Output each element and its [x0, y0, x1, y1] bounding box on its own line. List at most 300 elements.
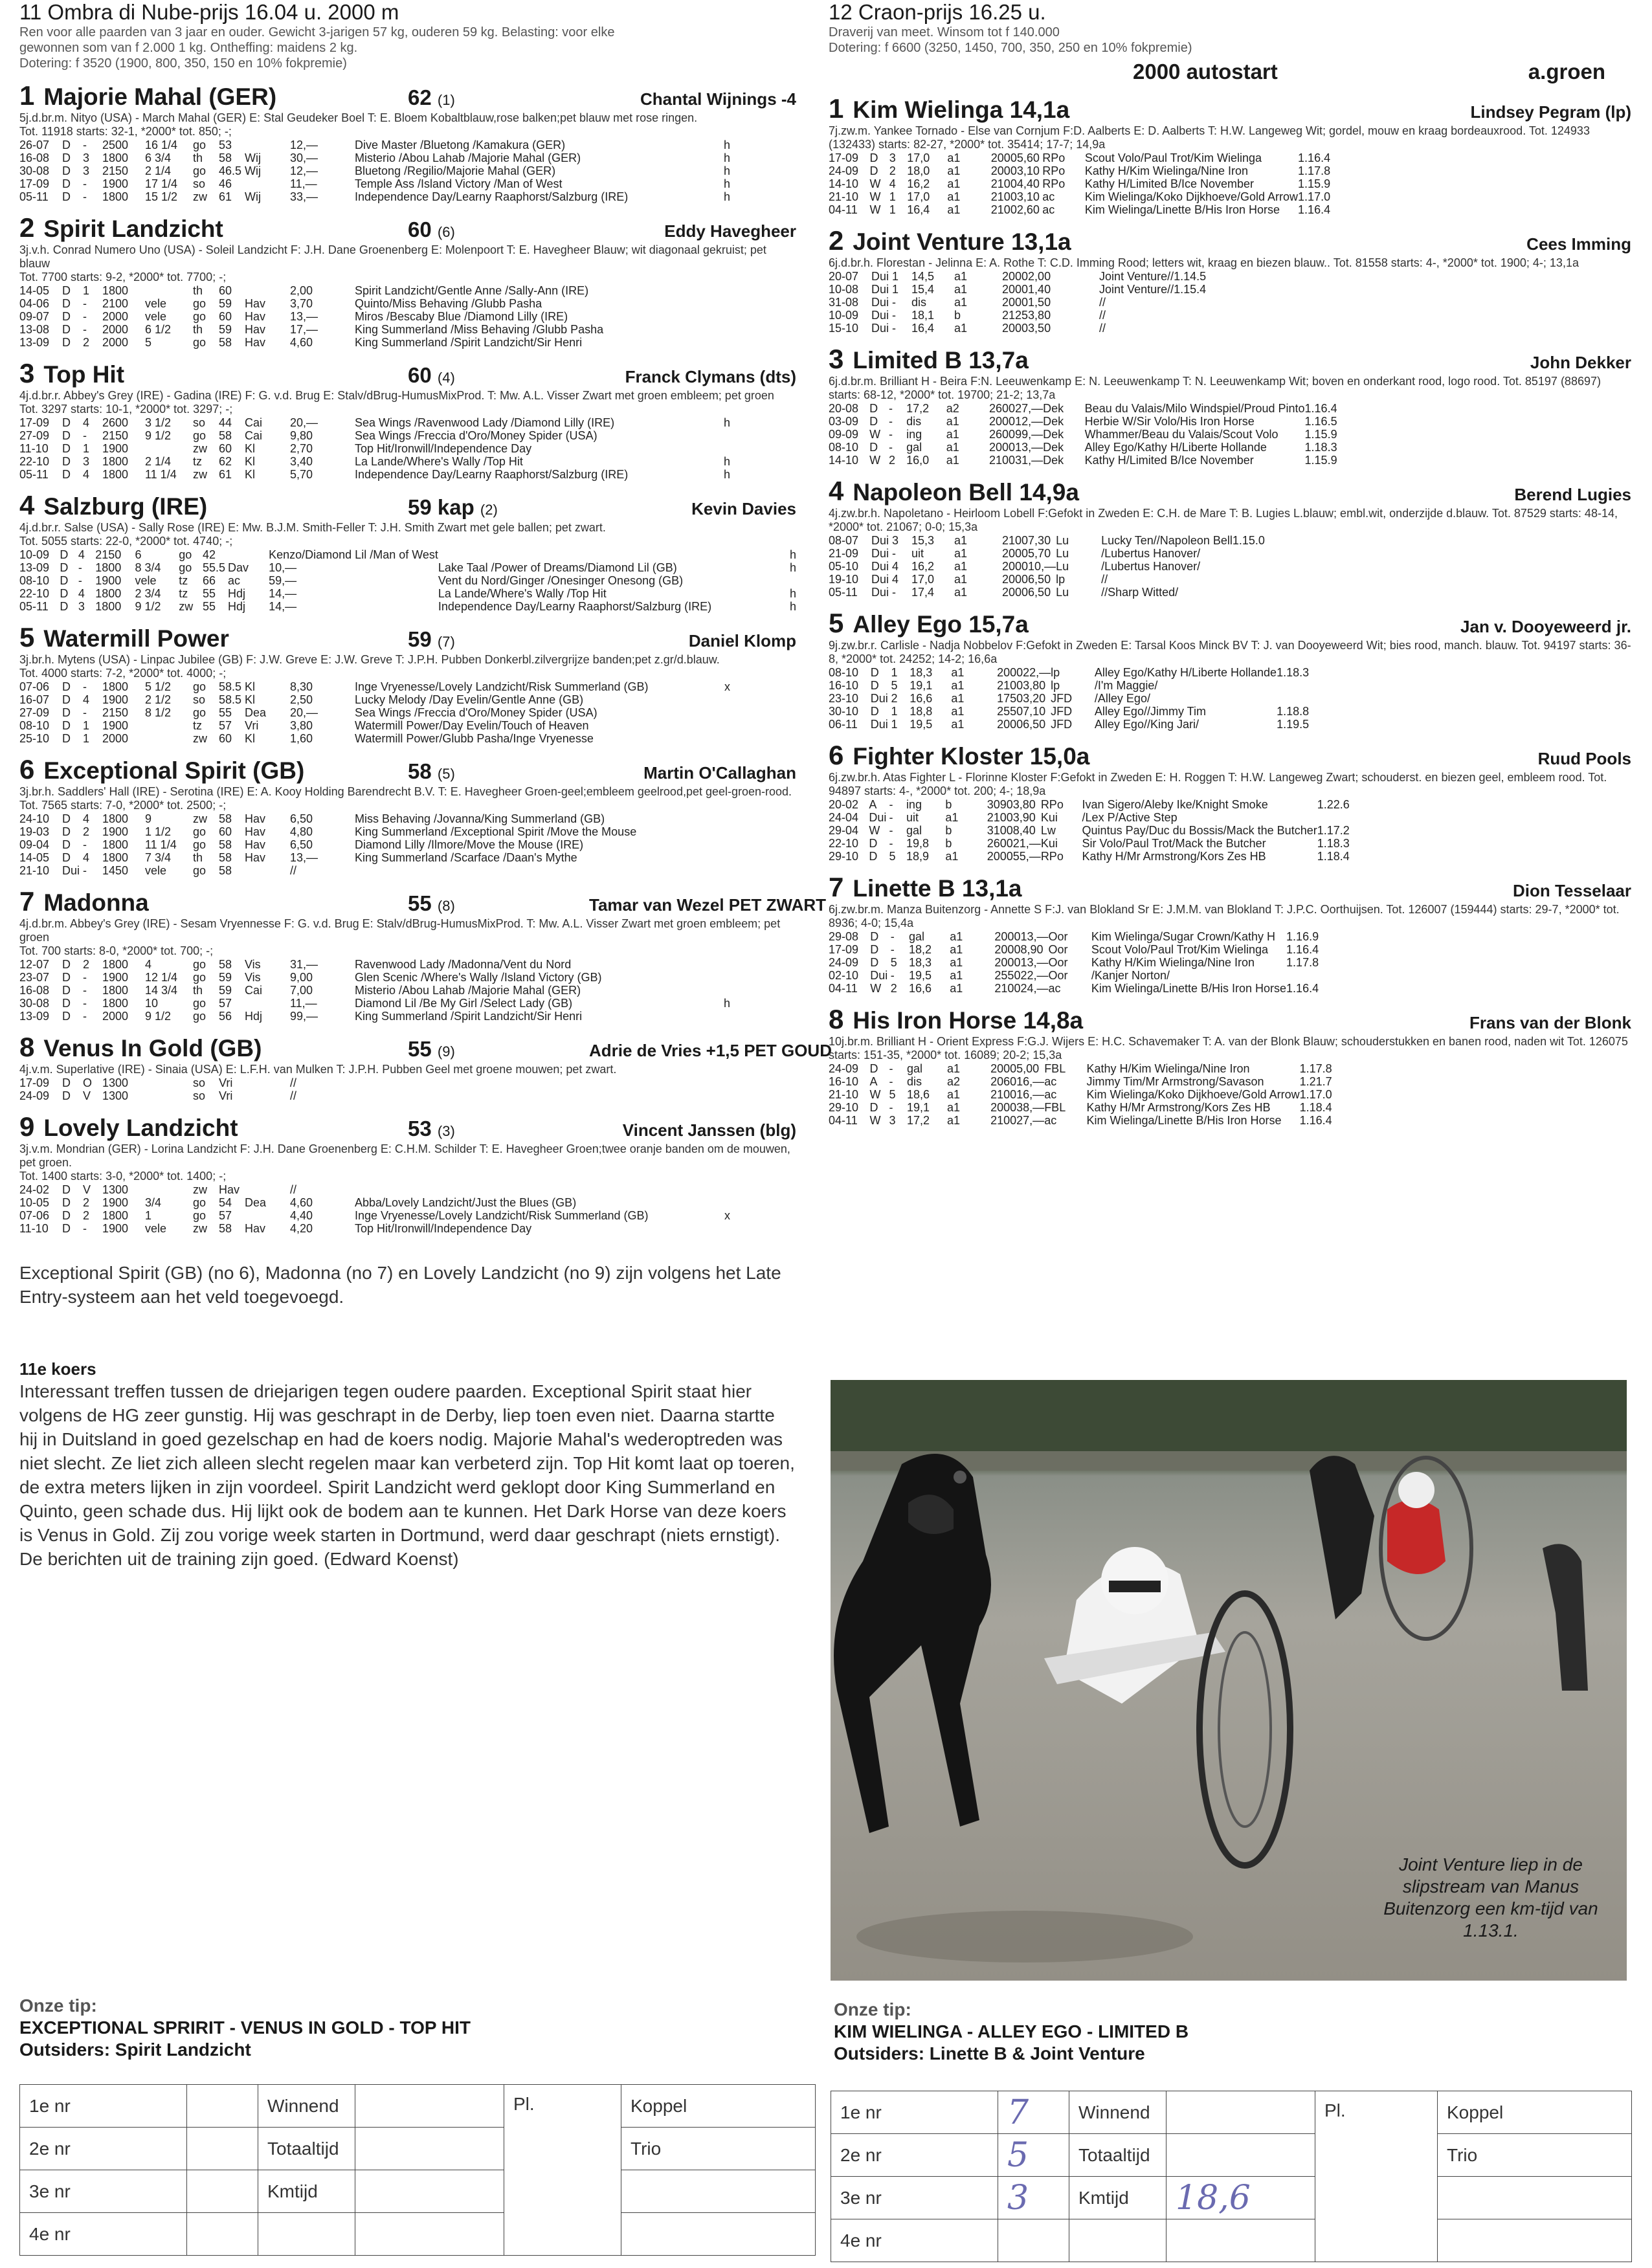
draw-position: (3)	[437, 1123, 455, 1139]
bet-position-entry[interactable]	[187, 2128, 258, 2170]
weight-cell	[408, 891, 589, 916]
result-cell	[704, 971, 730, 984]
result-cell: a1	[950, 930, 963, 943]
result-cell: 24-04	[829, 811, 859, 824]
result-cell: Oor	[1048, 943, 1068, 956]
result-cell: -	[83, 971, 87, 984]
result-cell: Kenzo/Diamond Lil /Man of West	[269, 548, 438, 561]
result-row	[829, 560, 1608, 573]
result-cell: go	[193, 838, 206, 851]
result-cell: D	[870, 679, 879, 692]
start-number: 5	[829, 608, 844, 638]
bet-type-entry[interactable]	[355, 2128, 504, 2170]
horse-name-cell	[829, 1004, 1334, 1035]
result-cell: 24-10	[19, 812, 50, 825]
result-cell: 57	[219, 997, 232, 1010]
bet-position-entry[interactable]	[187, 2085, 258, 2128]
result-cell: 60	[219, 284, 232, 297]
result-cell: Top Hit/Ironwill/Independence Day	[355, 1222, 532, 1235]
form-results-table	[19, 416, 730, 481]
result-cell: a1	[954, 296, 968, 309]
result-cell	[245, 284, 290, 297]
result-row	[829, 164, 1631, 177]
result-cell: 2	[83, 1209, 90, 1222]
result-cell	[245, 139, 290, 151]
result-cell: W	[869, 190, 881, 203]
bet-form-row	[20, 2085, 816, 2128]
result-cell: 1.16.9	[1286, 930, 1319, 943]
bet-extra-entry[interactable]	[1438, 2219, 1632, 2262]
result-cell: 58	[219, 851, 232, 864]
result-cell: 1900	[102, 442, 129, 455]
result-cell: 1	[891, 718, 898, 731]
result-cell: 10-08	[829, 283, 859, 296]
result-cell: 9 1/2	[145, 1010, 172, 1023]
race-info-line: Dotering: f 6600 (3250, 1450, 700, 350, 250 en 10% fokpremie)	[829, 41, 1192, 55]
result-cell	[355, 864, 704, 877]
result-cell: Quintus Pay/Duc du Bossis/Mack the Butcher	[1082, 824, 1317, 837]
result-row	[19, 851, 730, 864]
form-results-table	[829, 151, 1631, 216]
result-cell: 15-10	[829, 322, 859, 335]
result-cell: 66	[202, 574, 216, 587]
result-cell: 11,—	[290, 177, 317, 190]
result-cell: Vri	[245, 719, 259, 732]
result-cell: 31,—	[1015, 454, 1044, 467]
bet-position-label: 4e nr	[831, 2219, 998, 2262]
result-cell: a1	[947, 164, 961, 177]
result-cell: 16-08	[19, 151, 50, 164]
result-cell: 31-08	[829, 296, 859, 309]
result-cell: 1800	[102, 851, 129, 864]
result-cell: 02-10	[829, 969, 859, 982]
result-cell: -	[78, 561, 82, 574]
result-cell: 4	[78, 548, 85, 561]
result-cell: 05-11	[19, 190, 49, 203]
result-cell: 16,—	[1016, 1075, 1045, 1088]
result-cell	[704, 825, 730, 838]
horse-name-cell	[19, 886, 408, 917]
result-cell: 6 3/4	[145, 151, 172, 164]
horse-name-cell	[829, 344, 1334, 375]
bet-type-entry[interactable]	[1166, 2091, 1315, 2134]
race-11-title: 11 Ombra di Nube-prijs 16.04 u. 2000 m	[19, 0, 399, 24]
result-cell: 1	[145, 1209, 152, 1222]
horse-entry	[19, 212, 796, 349]
result-cell: go	[179, 561, 192, 574]
result-cell: so	[193, 177, 206, 190]
jockey-name: Martin O'Callaghan	[643, 763, 796, 783]
entry-header	[829, 476, 1631, 507]
result-cell: 2,50	[290, 693, 313, 706]
result-cell: 2000	[990, 1101, 1017, 1114]
result-cell: 3,80	[290, 719, 313, 732]
result-cell: D	[62, 706, 71, 719]
bet-extra-entry[interactable]	[621, 2170, 816, 2213]
result-cell: 2100	[990, 190, 1017, 203]
result-cell: 5,70	[290, 468, 313, 481]
result-cell: a1	[951, 666, 965, 679]
result-cell: 2100	[997, 679, 1023, 692]
result-cell: 3	[83, 455, 90, 468]
result-cell: a1	[947, 1062, 961, 1075]
result-cell	[704, 1076, 730, 1089]
result-cell: D	[869, 151, 878, 164]
result-row	[829, 573, 1608, 586]
result-cell	[145, 1076, 193, 1089]
result-row	[829, 811, 1631, 824]
result-cell: 12 1/4	[145, 971, 178, 984]
result-cell: 1	[889, 203, 896, 216]
handwritten-number: 5	[1007, 2135, 1029, 2175]
start-number: 4	[19, 490, 35, 520]
horse-name-cell	[19, 80, 408, 111]
result-cell	[704, 284, 730, 297]
result-cell: 8,30	[290, 680, 313, 693]
jockey-name: Lindsey Pegram (lp)	[1470, 102, 1631, 122]
result-cell: 3 1/2	[145, 416, 172, 429]
result-cell	[145, 442, 193, 455]
bet-form-row	[831, 2091, 1632, 2134]
result-cell: Kim Wielinga/Koko Dijkhoeve/Gold Arrow	[1086, 1088, 1300, 1101]
result-cell: Dui	[870, 718, 888, 731]
bet-position-entry[interactable]	[998, 2177, 1069, 2219]
bet-type-entry[interactable]	[1166, 2219, 1315, 2262]
result-cell: Kim Wielinga/Koko Dijkhoeve/Gold Arrow	[1084, 190, 1299, 203]
horse-entry	[19, 490, 796, 613]
result-row	[829, 943, 1631, 956]
result-cell: 1.16.4	[1304, 402, 1337, 415]
result-cell: 4,80	[290, 825, 313, 838]
result-cell: 38,—	[1016, 1101, 1045, 1114]
race-11-column	[19, 0, 832, 1571]
result-cell	[774, 574, 796, 587]
result-row	[829, 666, 1631, 679]
weight-cell	[408, 85, 589, 110]
result-cell: Hdj	[228, 587, 246, 600]
result-cell: zw	[193, 812, 207, 825]
result-cell: Scout Volo/Paul Trot/Kim Wielinga	[1084, 151, 1262, 164]
result-cell: //	[1101, 573, 1108, 586]
result-cell: 5	[889, 1088, 896, 1101]
result-cell	[145, 1183, 193, 1196]
result-row	[19, 284, 730, 297]
result-cell: D	[869, 1062, 878, 1075]
result-cell	[704, 442, 730, 455]
result-cell: 5	[145, 336, 152, 349]
result-cell: King Summerland /Exceptional Spirit /Move the Mouse	[355, 825, 637, 838]
result-cell: go	[193, 1209, 206, 1222]
jockey-name: Chantal Wijnings -4	[640, 89, 796, 109]
result-cell: 3,70	[290, 297, 313, 310]
result-cell: 2 3/4	[135, 587, 161, 600]
bet-position-entry[interactable]	[187, 2213, 258, 2256]
entry-header	[19, 1111, 796, 1142]
result-cell: 1	[892, 283, 899, 296]
result-cell: 23-07	[19, 971, 50, 984]
result-cell: 58	[219, 151, 232, 164]
bet-position-entry[interactable]	[998, 2091, 1069, 2134]
result-cell: 1.17.8	[1286, 956, 1319, 969]
result-cell: go	[193, 958, 206, 971]
horse-name: Madonna	[43, 889, 149, 916]
career-totals: Tot. 5055 starts: 22-0, *2000* tot. 4740; -;	[19, 535, 233, 548]
result-cell: -	[889, 402, 893, 415]
horse-weight: 55	[408, 1037, 432, 1061]
result-row	[19, 732, 730, 745]
jockey-name: Vincent Janssen (blg)	[622, 1120, 796, 1140]
result-cell: 2060	[990, 1075, 1017, 1088]
bet-position-label: 4e nr	[20, 2213, 187, 2256]
race-12-column	[829, 0, 1631, 1127]
race-12-tip	[834, 1999, 1189, 2065]
result-cell: th	[193, 851, 203, 864]
result-cell: -	[892, 322, 896, 335]
result-cell: 07-06	[19, 680, 50, 693]
result-cell: a1	[954, 534, 968, 547]
bet-type-entry[interactable]	[355, 2213, 504, 2256]
result-cell: Hav	[245, 323, 266, 336]
result-cell: D	[62, 151, 71, 164]
entry-header	[829, 608, 1631, 639]
result-cell: Ivan Sigero/Aleby Ike/Knight Smoke	[1082, 798, 1268, 811]
result-cell: RPo	[1040, 798, 1064, 811]
result-cell: h	[723, 468, 730, 481]
entry-header	[19, 754, 796, 785]
bet-position-entry[interactable]	[187, 2170, 258, 2213]
result-cell: Watermill Power/Day Evelin/Touch of Heaven	[355, 719, 589, 732]
result-cell: go	[193, 310, 206, 323]
result-row	[829, 692, 1631, 705]
bet-type-entry[interactable]	[355, 2170, 504, 2213]
result-cell: D	[869, 1101, 878, 1114]
result-row	[19, 719, 730, 732]
result-cell: 18,9	[906, 850, 929, 863]
result-row	[829, 850, 1631, 863]
jockey-name: Dion Tesselaar	[1512, 881, 1631, 900]
result-row	[829, 283, 1549, 296]
result-cell	[1317, 811, 1631, 824]
result-cell	[1054, 296, 1099, 309]
result-cell: 1300	[102, 1076, 129, 1089]
result-cell: 1800	[102, 984, 129, 997]
result-cell: D	[62, 719, 71, 732]
race-info-line: Dotering: f 3520 (1900, 800, 350, 150 en 10% fokpremie)	[19, 56, 347, 71]
result-cell: 25-10	[19, 732, 50, 745]
result-cell: 03-09	[829, 415, 859, 428]
result-cell: 24,—	[1020, 982, 1049, 995]
result-cell: 2	[83, 336, 90, 349]
result-cell: go	[193, 706, 206, 719]
result-cell: -	[889, 798, 893, 811]
start-number: 9	[19, 1111, 35, 1142]
pedigree-info: 4j.d.br.r. Abbey's Grey (IRE) - Gadina (IRE) F: G. v.d. Brug E: Stalv/dBrug-HumusMixProd. T: Mw. A.L. Visser Zwart met groen embleem; pet groen	[19, 389, 774, 402]
bet-position-label: 1e nr	[831, 2091, 998, 2134]
result-row	[19, 600, 796, 613]
result-cell: h	[789, 548, 796, 561]
horse-name: Limited B 13,7a	[853, 347, 1029, 373]
result-cell: ac	[1044, 1114, 1057, 1127]
result-cell: 1.16.5	[1304, 415, 1337, 428]
result-cell: 1450	[102, 864, 129, 877]
result-cell: 1800	[102, 1209, 129, 1222]
result-cell: 4	[892, 573, 899, 586]
result-cell: -	[83, 706, 87, 719]
result-cell: vele	[145, 310, 167, 323]
result-cell: 58	[219, 812, 232, 825]
pedigree-info: 3j.br.h. Mytens (USA) - Linpac Jubilee (GB) F: J.W. Greve E: J.W. Greve T: J.P.H. Pubben Donkerbl.zilvergrijze banden;pet z.gr/d.blauw.	[19, 653, 720, 666]
result-cell: zw	[193, 1183, 207, 1196]
result-cell	[704, 429, 730, 442]
result-cell: 4	[145, 958, 152, 971]
result-cell: 1.18.3	[1317, 837, 1350, 850]
harness-racing-photo	[831, 1380, 1627, 1981]
result-cell	[704, 984, 730, 997]
result-cell: 44	[219, 416, 232, 429]
result-cell	[1233, 586, 1608, 599]
result-cell: 14-05	[19, 851, 50, 864]
result-cell: tz	[179, 574, 188, 587]
result-cell: 2550	[997, 705, 1023, 718]
career-totals: Tot. 3297 starts: 10-1, *2000* tot. 3297; -;	[19, 403, 233, 416]
form-results-table	[19, 548, 796, 613]
horse-entry	[19, 1111, 796, 1235]
result-cell	[245, 1183, 290, 1196]
result-cell: 19,5	[910, 718, 933, 731]
jockey-name: Jan v. Dooyeweerd jr.	[1460, 617, 1631, 636]
bet-form-row	[831, 2134, 1632, 2177]
result-cell: 24-09	[829, 956, 859, 969]
preview-text: Interessant treffen tussen de driejarigen tegen oudere paarden. Exceptional Spirit staat hier volgens de HG zeer gunstig. Hij was geschrapt in de Derby, liep toen even niet. Daarna startte hij in Duitsland in goed gezelschap en had de koers nodig. Majorie Mahal's wederoptreden was niet slecht. Ze liet zich alleen slecht regelen maar kan verbeterd zijn. Top Hit komt laat op toeren, de extra meters lijken in zijn voordeel. Spirit Landzicht werd geklopt door King Summerland en Quinto, geen schade dus. Hij lijkt ook de bodem aan te kunnen. Het Dark Horse van deze koers is Venus in Gold. Zij zou vorige week starten in Dortmund, werd daar geschrapt (niets ernstigt). De berichten uit de training zijn goed. (Edward Koenst)	[19, 1381, 795, 1569]
result-cell: 1.21.7	[1299, 1075, 1332, 1088]
bet-position-label: 2e nr	[20, 2128, 187, 2170]
jockey-name: Tamar van Wezel PET ZWART	[589, 895, 827, 915]
result-cell: 30-08	[19, 997, 50, 1010]
result-cell: 2550	[994, 969, 1021, 982]
result-cell: 20,—	[290, 416, 318, 429]
result-cell	[704, 323, 730, 336]
draw-position: (2)	[480, 502, 498, 518]
result-row	[19, 1076, 730, 1089]
result-cell: dis	[906, 415, 922, 428]
result-cell: 6,50	[1028, 586, 1051, 599]
result-row	[829, 982, 1631, 995]
bet-type-entry[interactable]	[355, 2085, 504, 2128]
result-row	[829, 296, 1549, 309]
result-cell: Alley Ego/Kathy H/Liberte Hollande	[1084, 441, 1267, 454]
bet-type-entry[interactable]	[1166, 2134, 1315, 2177]
bet-form-row	[20, 2213, 816, 2256]
result-cell	[1277, 679, 1631, 692]
result-cell: //	[1099, 322, 1106, 335]
result-cell: D	[62, 958, 71, 971]
result-cell: 1.18.3	[1277, 666, 1310, 679]
result-cell: 3,10	[1016, 164, 1040, 177]
result-cell: so	[193, 1089, 206, 1102]
result-cell: h	[789, 600, 796, 613]
result-cell: 21-10	[829, 190, 859, 203]
result-cell: 22-10	[19, 587, 50, 600]
result-cell: 10	[145, 997, 159, 1010]
result-cell: 61	[219, 190, 232, 203]
result-cell: 22-10	[19, 455, 50, 468]
horse-name-cell	[19, 1111, 408, 1142]
result-cell: 14-05	[19, 284, 50, 297]
result-cell: th	[193, 984, 203, 997]
result-cell: 55	[202, 587, 216, 600]
result-cell: 58	[219, 336, 232, 349]
result-cell: 21,—	[1012, 837, 1041, 850]
result-cell: a1	[954, 322, 968, 335]
result-cell: 1900	[102, 825, 129, 838]
place-label: Pl.	[504, 2085, 621, 2256]
result-cell: tz	[193, 719, 203, 732]
result-cell: -	[890, 969, 895, 982]
result-cell: Dek	[1043, 454, 1064, 467]
weight-cell	[408, 759, 589, 784]
result-cell	[1054, 309, 1099, 322]
entry-header	[19, 358, 796, 389]
result-row	[19, 164, 730, 177]
result-cell: 2000	[1002, 547, 1029, 560]
result-cell: 23-10	[829, 692, 859, 705]
result-cell: Wij	[245, 164, 261, 177]
result-cell: Dui	[871, 322, 889, 335]
result-cell: Hav	[245, 310, 266, 323]
result-cell: zw	[193, 442, 207, 455]
result-cell: 57	[219, 719, 232, 732]
result-cell: 17,—	[290, 323, 318, 336]
bet-type-label	[1069, 2219, 1166, 2262]
result-cell: 9,00	[290, 971, 313, 984]
bet-position-entry[interactable]	[998, 2134, 1069, 2177]
result-cell: 8 3/4	[135, 561, 161, 574]
bet-type-entry[interactable]	[1166, 2177, 1315, 2219]
result-cell: RPo	[1042, 151, 1066, 164]
bet-extra-entry[interactable]	[621, 2213, 816, 2256]
result-cell: 58	[219, 864, 232, 877]
result-cell: Bluetong /Regilio/Majorie Mahal (GER)	[355, 164, 556, 177]
result-cell: 10,—	[269, 561, 297, 574]
result-cell: 27-09	[19, 706, 50, 719]
horse-name: Venus In Gold (GB)	[43, 1035, 262, 1062]
result-cell: 2000	[102, 323, 129, 336]
result-cell: 2	[83, 958, 90, 971]
result-cell: a1	[951, 679, 965, 692]
result-cell: ing	[906, 428, 922, 441]
result-cell: 46	[219, 177, 232, 190]
horse-weight: 60	[408, 363, 432, 387]
result-cell: D	[62, 1010, 71, 1023]
result-cell: 16,4	[911, 322, 935, 335]
result-cell: Kathy H/Kim Wielinga/Nine Iron	[1086, 1062, 1250, 1075]
result-cell: D	[62, 468, 71, 481]
result-cell: 20,—	[290, 706, 318, 719]
result-cell	[438, 548, 774, 561]
bet-extra-entry[interactable]	[1438, 2177, 1632, 2219]
result-cell: D	[869, 441, 878, 454]
bet-position-entry[interactable]	[998, 2219, 1069, 2262]
result-cell: Hav	[245, 851, 266, 864]
result-cell: D	[62, 997, 71, 1010]
result-cell: 1800	[102, 958, 129, 971]
result-cell: 58	[219, 958, 232, 971]
result-cell: 1.16.4	[1286, 943, 1319, 956]
result-cell: 2600	[989, 402, 1016, 415]
horse-entry	[829, 608, 1631, 731]
result-cell: 2600	[102, 416, 129, 429]
result-cell: go	[193, 864, 206, 877]
